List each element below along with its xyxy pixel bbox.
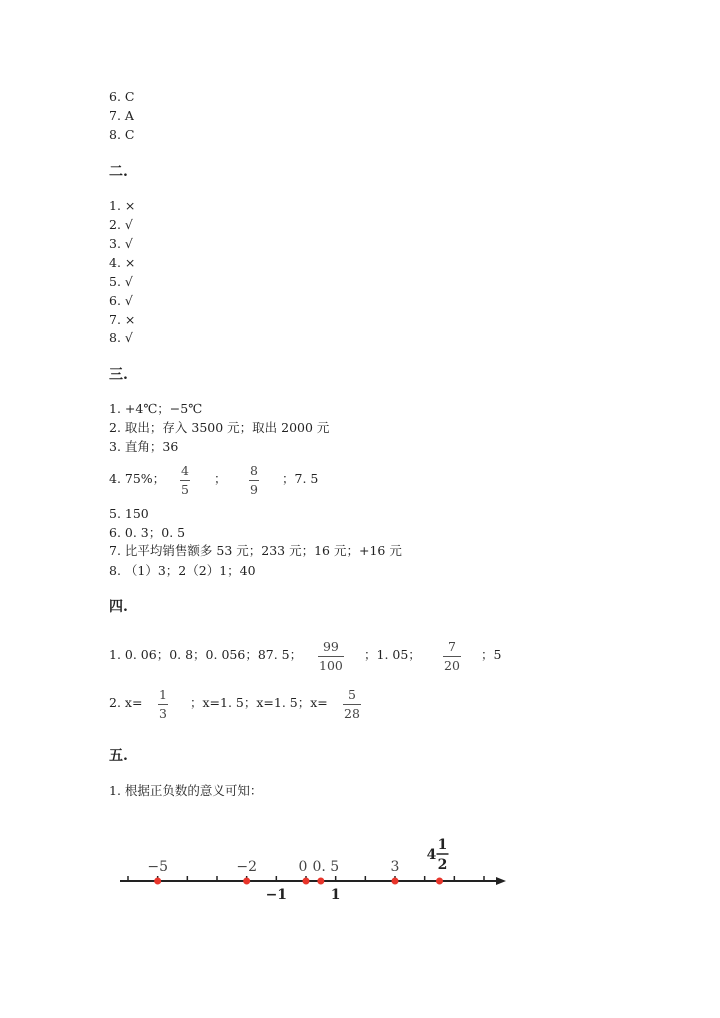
fill-4-sep: ；: [214, 471, 227, 486]
fill-3: 3. 直角；36: [109, 439, 179, 454]
fraction-bar: [180, 480, 190, 481]
fill-5: 5. 150: [109, 506, 149, 521]
judge-2: 2. √: [109, 217, 133, 232]
number-label-above: 0. 5: [312, 859, 340, 875]
judge-6: 6. √: [109, 293, 133, 308]
mixed-whole: 4: [426, 847, 437, 863]
point-marker: [436, 878, 443, 885]
fraction-8-9: [249, 464, 259, 497]
answer-7: 7. A: [109, 108, 134, 123]
fraction-1-3: [158, 688, 168, 721]
fill-7: 7. 比平均销售额多 53 元；233 元；16 元；+16 元: [109, 543, 402, 558]
fraction-99-100: [318, 640, 344, 673]
fraction-denominator: 3: [159, 706, 167, 721]
section-4-heading: 四.: [109, 599, 128, 615]
fraction-7-20: [443, 640, 461, 673]
mixed-number-label: [427, 837, 449, 873]
judge-1: 1. ×: [109, 198, 136, 213]
judge-8: 8. √: [109, 330, 133, 345]
arrow-head-icon: [496, 877, 506, 885]
calc-1-mid: ；1. 05；: [364, 647, 421, 662]
point-marker: [154, 878, 161, 885]
number-label-above: 0: [298, 859, 308, 875]
calc-1-suffix: ；5: [481, 647, 502, 662]
calc-2-mid: ；x=1. 5；x=1. 5；x=: [190, 695, 328, 710]
point-marker: [243, 878, 250, 885]
number-label-above: −5: [147, 859, 168, 875]
point-marker: [392, 878, 399, 885]
fraction-numerator: 5: [347, 687, 356, 702]
fraction-numerator: 1: [159, 687, 167, 702]
fraction-numerator: 7: [447, 639, 456, 654]
answer-6: 6. C: [109, 89, 135, 104]
judge-5: 5. √: [109, 274, 133, 289]
fraction-numerator: 99: [322, 639, 339, 654]
fill-1: 1. +4℃；−5℃: [109, 401, 203, 416]
number-line: [110, 835, 510, 905]
fraction-numerator: 8: [250, 463, 258, 478]
section-3-heading: 三.: [109, 367, 128, 383]
fill-4-prefix: 4. 75%；: [109, 471, 166, 486]
fill-4-suffix: ；7. 5: [282, 471, 319, 486]
fraction-bar: [158, 704, 168, 705]
number-label-below: −1: [265, 887, 288, 903]
section-5-heading: 五.: [109, 748, 128, 764]
fraction-denominator: 5: [181, 482, 189, 497]
point-marker: [303, 878, 310, 885]
number-label-below: 1: [330, 887, 341, 903]
judge-3: 3. √: [109, 236, 133, 251]
calc-2-prefix: 2. x=: [109, 695, 143, 710]
section-2-heading: 二.: [109, 164, 128, 180]
judge-4: 4. ×: [109, 255, 136, 270]
explain-1: 1. 根据正负数的意义可知：: [109, 783, 263, 798]
fraction-bar: [318, 656, 344, 657]
fraction-denominator: 100: [319, 658, 343, 673]
fill-2: 2. 取出；存入 3500 元；取出 2000 元: [109, 420, 330, 435]
fraction-numerator: 4: [181, 463, 189, 478]
number-label-above: 3: [390, 859, 400, 875]
point-marker: [317, 878, 324, 885]
answer-8: 8. C: [109, 127, 135, 142]
fraction-5-28: [343, 688, 361, 721]
fraction-denominator: 9: [250, 482, 258, 497]
fill-6: 6. 0. 3；0. 5: [109, 525, 186, 540]
calc-1-prefix: 1. 0. 06；0. 8；0. 056；87. 5；: [109, 647, 303, 662]
fraction-bar: [343, 704, 361, 705]
fraction-denominator: 28: [344, 706, 360, 721]
mixed-numerator: 1: [437, 837, 448, 853]
fraction-denominator: 20: [444, 658, 460, 673]
mixed-denominator: 2: [437, 857, 448, 873]
number-label-above: −2: [236, 859, 257, 875]
fraction-bar: [443, 656, 461, 657]
fraction-bar: [249, 480, 259, 481]
fraction-4-5: [180, 464, 190, 497]
judge-7: 7. ×: [109, 312, 136, 327]
fill-8: 8. （1）3；2（2）1；40: [109, 563, 256, 578]
